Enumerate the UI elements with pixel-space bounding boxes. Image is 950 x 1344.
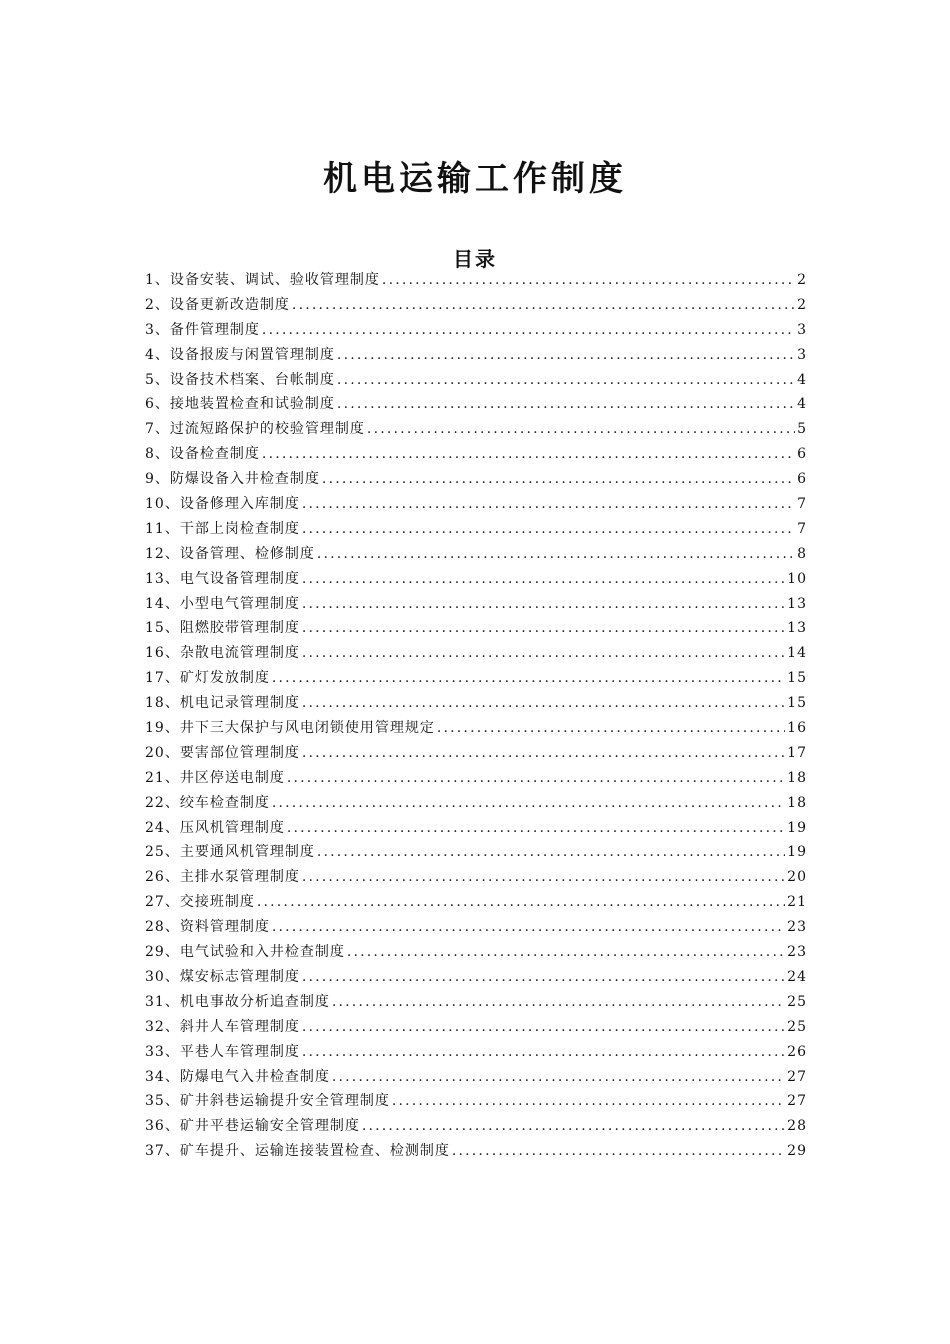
toc-entry-page-number: 29 xyxy=(787,1143,807,1160)
toc-entry[interactable] xyxy=(145,716,807,741)
toc-dot-leader xyxy=(302,691,785,716)
toc-entry-page-number: 27 xyxy=(787,1093,807,1110)
toc-entry-label: 25、主要通风机管理制度 xyxy=(145,844,315,861)
toc-entry-label: 37、矿车提升、运输连接装置检查、检测制度 xyxy=(145,1143,450,1160)
toc-entry-label: 10、设备修理入库制度 xyxy=(145,496,300,513)
toc-entry[interactable] xyxy=(145,467,807,492)
toc-entry[interactable] xyxy=(145,1139,807,1164)
toc-dot-leader xyxy=(302,1015,785,1040)
toc-entry-page-number: 23 xyxy=(787,944,807,961)
toc-entry-page-number: 20 xyxy=(787,869,807,886)
toc-dot-leader xyxy=(302,492,795,517)
toc-entry[interactable] xyxy=(145,666,807,691)
toc-heading: 目录 xyxy=(453,246,497,271)
toc-entry-label: 1、设备安装、调试、验收管理制度 xyxy=(145,272,380,288)
toc-entry[interactable] xyxy=(145,517,807,542)
toc-entry[interactable] xyxy=(145,492,807,517)
toc-entry[interactable] xyxy=(145,1015,807,1040)
toc-entry[interactable] xyxy=(145,268,807,293)
toc-entry-label: 9、防爆设备入井检查制度 xyxy=(145,471,320,488)
toc-entry[interactable] xyxy=(145,965,807,990)
toc-entry-label: 14、小型电气管理制度 xyxy=(145,595,300,612)
toc-entry[interactable] xyxy=(145,368,807,393)
toc-entry[interactable] xyxy=(145,417,807,442)
toc-entry-label: 36、矿井平巷运输安全管理制度 xyxy=(145,1118,360,1135)
toc-entry[interactable] xyxy=(145,915,807,940)
toc-entry-label: 6、接地装置检查和试验制度 xyxy=(145,396,335,413)
toc-entry[interactable] xyxy=(145,890,807,915)
toc-entry-label: 20、要害部位管理制度 xyxy=(145,744,300,761)
toc-entry-page-number: 27 xyxy=(787,1068,807,1085)
toc-dot-leader xyxy=(302,592,785,617)
toc-entry-page-number: 6 xyxy=(797,446,807,463)
toc-entry-page-number: 15 xyxy=(787,695,807,712)
toc-entry-page-number: 19 xyxy=(787,819,807,836)
toc-dot-leader xyxy=(317,542,795,567)
toc-entry[interactable] xyxy=(145,865,807,890)
toc-entry-page-number: 7 xyxy=(797,520,807,537)
toc-entry[interactable] xyxy=(145,840,807,865)
toc-entry-page-number: 19 xyxy=(787,844,807,861)
toc-entry[interactable] xyxy=(145,542,807,567)
document-title: 机电运输工作制度 xyxy=(323,158,627,199)
toc-entry[interactable] xyxy=(145,293,807,318)
toc-entry-label: 26、主排水泵管理制度 xyxy=(145,869,300,886)
toc-entry-label: 3、备件管理制度 xyxy=(145,321,260,338)
toc-entry[interactable] xyxy=(145,567,807,592)
toc-dot-leader xyxy=(367,417,795,442)
toc-entry-page-number: 5 xyxy=(797,421,807,438)
toc-dot-leader xyxy=(257,890,785,915)
toc-dot-leader xyxy=(272,666,785,691)
toc-entry-page-number: 7 xyxy=(797,496,807,513)
toc-entry-page-number: 3 xyxy=(797,346,807,363)
toc-entry-label: 22、绞车检查制度 xyxy=(145,794,270,811)
toc-entry[interactable] xyxy=(145,392,807,417)
toc-dot-leader xyxy=(347,940,785,965)
toc-dot-leader xyxy=(292,293,795,318)
toc-entry-label: 30、煤安标志管理制度 xyxy=(145,968,300,985)
toc-entry[interactable] xyxy=(145,442,807,467)
toc-dot-leader xyxy=(302,567,785,592)
toc-entry-page-number: 8 xyxy=(797,545,807,562)
toc-entry-page-number: 3 xyxy=(797,321,807,338)
toc-entry-label: 28、资料管理制度 xyxy=(145,919,270,936)
toc-entry-label: 33、平巷人车管理制度 xyxy=(145,1043,300,1060)
toc-entry-page-number: 28 xyxy=(787,1118,807,1135)
toc-entry-label: 5、设备技术档案、台帐制度 xyxy=(145,371,335,388)
toc-dot-leader xyxy=(262,318,795,343)
toc-entry-page-number: 4 xyxy=(797,396,807,413)
toc-dot-leader xyxy=(262,442,795,467)
toc-entry[interactable] xyxy=(145,318,807,343)
toc-entry[interactable] xyxy=(145,990,807,1015)
toc-dot-leader xyxy=(302,1040,785,1065)
toc-entry-page-number: 25 xyxy=(787,993,807,1010)
toc-entry[interactable] xyxy=(145,816,807,841)
toc-entry-page-number: 6 xyxy=(797,471,807,488)
toc-entry-label: 2、设备更新改造制度 xyxy=(145,296,290,313)
toc-dot-leader xyxy=(317,840,785,865)
toc-entry[interactable] xyxy=(145,592,807,617)
toc-entry[interactable] xyxy=(145,791,807,816)
toc-dot-leader xyxy=(302,641,785,666)
toc-entry[interactable] xyxy=(145,343,807,368)
toc-dot-leader xyxy=(392,1089,785,1114)
toc-entry-page-number: 4 xyxy=(797,371,807,388)
toc-dot-leader xyxy=(332,1065,785,1090)
toc-dot-leader xyxy=(302,865,785,890)
toc-entry-label: 35、矿井斜巷运输提升安全管理制度 xyxy=(145,1093,390,1110)
toc-entry-page-number: 15 xyxy=(787,670,807,687)
toc-dot-leader xyxy=(437,716,785,741)
toc-dot-leader xyxy=(362,1114,785,1139)
toc-dot-leader xyxy=(337,368,795,393)
toc-entry-page-number: 13 xyxy=(787,595,807,612)
toc-entry-label: 24、压风机管理制度 xyxy=(145,819,285,836)
toc-entry[interactable] xyxy=(145,741,807,766)
toc-entry-page-number: 25 xyxy=(787,1018,807,1035)
toc-entry-page-number: 23 xyxy=(787,919,807,936)
toc-entry[interactable] xyxy=(145,940,807,965)
toc-entry[interactable] xyxy=(145,766,807,791)
toc-dot-leader xyxy=(272,915,785,940)
toc-entry-page-number: 21 xyxy=(787,894,807,911)
toc-entry-label: 7、过流短路保护的校验管理制度 xyxy=(145,421,365,438)
toc-entry-page-number: 10 xyxy=(787,570,807,587)
toc-dot-leader xyxy=(337,343,795,368)
toc-entry-label: 8、设备检查制度 xyxy=(145,446,260,463)
toc-entry-label: 15、阻燃胶带管理制度 xyxy=(145,620,300,637)
toc-entry[interactable] xyxy=(145,616,807,641)
toc-entry-page-number: 14 xyxy=(787,645,807,662)
toc-entry[interactable] xyxy=(145,691,807,716)
toc-dot-leader xyxy=(382,268,795,293)
toc-entry-label: 29、电气试验和入井检查制度 xyxy=(145,944,345,961)
toc-entry-label: 34、防爆电气入井检查制度 xyxy=(145,1068,330,1085)
toc-entry-label: 27、交接班制度 xyxy=(145,894,255,911)
toc-entry-page-number: 17 xyxy=(787,744,807,761)
toc-entry-page-number: 24 xyxy=(787,968,807,985)
toc-entry-label: 11、干部上岗检查制度 xyxy=(145,520,300,537)
toc-entry-page-number: 2 xyxy=(797,272,807,288)
toc-entry[interactable] xyxy=(145,1114,807,1139)
toc-entry-label: 16、杂散电流管理制度 xyxy=(145,645,300,662)
toc-entry-label: 32、斜井人车管理制度 xyxy=(145,1018,300,1035)
toc-dot-leader xyxy=(287,766,785,791)
toc-dot-leader xyxy=(322,467,795,492)
toc-dot-leader xyxy=(332,990,785,1015)
table-of-contents xyxy=(145,268,807,1164)
toc-dot-leader xyxy=(302,517,795,542)
toc-entry-page-number: 16 xyxy=(787,720,807,737)
toc-dot-leader xyxy=(272,791,785,816)
toc-entry-page-number: 18 xyxy=(787,794,807,811)
toc-entry-page-number: 13 xyxy=(787,620,807,637)
toc-dot-leader xyxy=(337,392,795,417)
toc-entry-page-number: 2 xyxy=(797,296,807,313)
toc-entry-label: 19、井下三大保护与风电闭锁使用管理规定 xyxy=(145,720,435,737)
toc-entry[interactable] xyxy=(145,641,807,666)
toc-entry[interactable] xyxy=(145,1040,807,1065)
toc-dot-leader xyxy=(287,816,785,841)
toc-dot-leader xyxy=(302,965,785,990)
toc-entry-label: 13、电气设备管理制度 xyxy=(145,570,300,587)
toc-entry[interactable] xyxy=(145,1065,807,1090)
toc-entry-label: 4、设备报废与闲置管理制度 xyxy=(145,346,335,363)
toc-entry-label: 18、机电记录管理制度 xyxy=(145,695,300,712)
toc-entry-page-number: 18 xyxy=(787,769,807,786)
toc-dot-leader xyxy=(302,741,785,766)
toc-entry-label: 17、矿灯发放制度 xyxy=(145,670,270,687)
toc-entry[interactable] xyxy=(145,1089,807,1114)
toc-entry-label: 21、井区停送电制度 xyxy=(145,769,285,786)
toc-entry-label: 31、机电事故分析追查制度 xyxy=(145,993,330,1010)
toc-entry-page-number: 26 xyxy=(787,1043,807,1060)
toc-entry-label: 12、设备管理、检修制度 xyxy=(145,545,315,562)
toc-dot-leader xyxy=(302,616,785,641)
toc-dot-leader xyxy=(452,1139,785,1164)
